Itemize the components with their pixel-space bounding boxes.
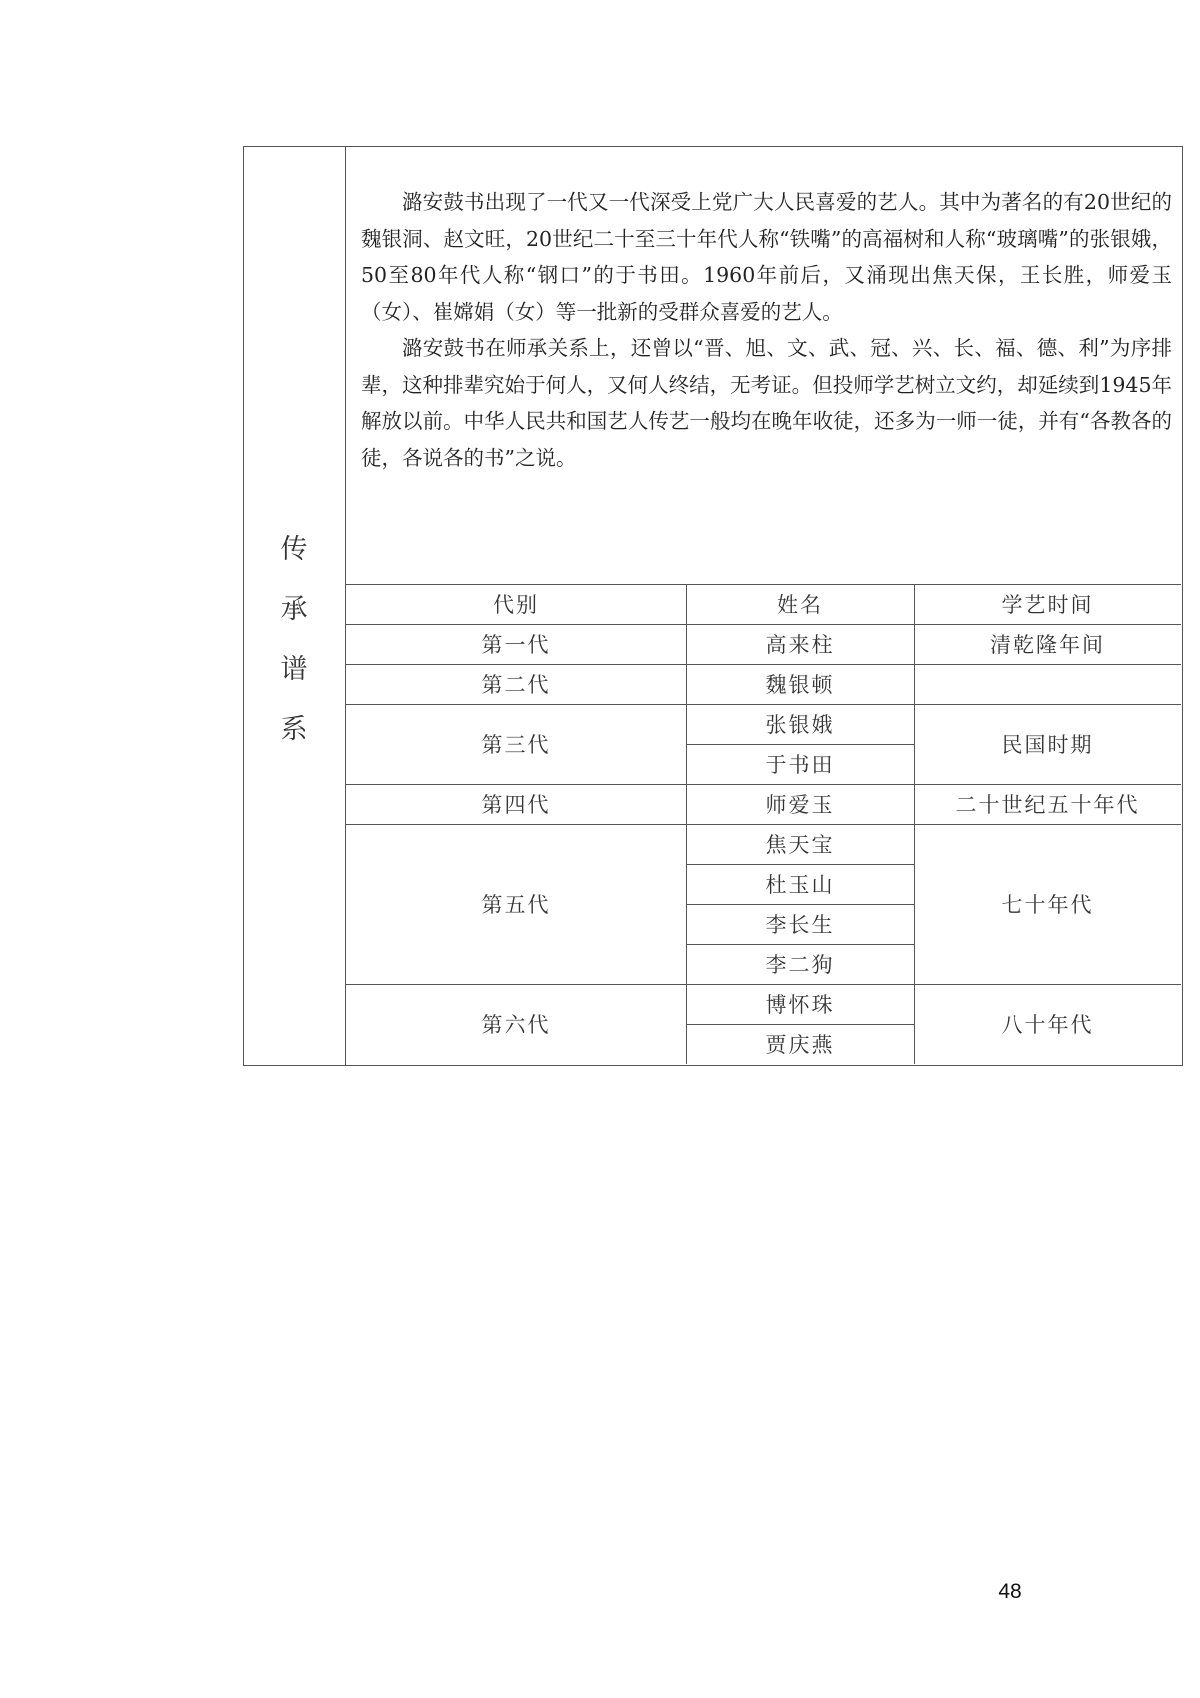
column-header: 学艺时间 (1001, 593, 1094, 617)
name-cell: 师爱玉 (765, 793, 835, 817)
generation-cell: 第六代 (481, 1013, 551, 1037)
generation-cell: 第一代 (481, 633, 551, 657)
name-cell: 于书田 (765, 753, 835, 777)
name-cell: 杜玉山 (765, 873, 835, 897)
table-rule (686, 584, 687, 1064)
name-cell: 李长生 (765, 913, 835, 937)
paragraph: 潞安鼓书出现了一代又一代深受上党广大人民喜爱的艺人。其中为著名的有20世纪的魏银洞、赵文旺，20世纪二十至三十年代人称“铁嘴”的高福树和人称“玻璃嘴”的张银娥，50至80年代人称“钢口”的于书田。1960年前后，又涌现出焦天保，王长胜，师爱玉（女）、崔嫦娟（女）等一批新的受群众喜爱的艺人。 (361, 190, 1172, 324)
name-cell: 高来柱 (765, 633, 835, 657)
generation-cell: 第三代 (481, 733, 551, 757)
name-cell: 焦天宝 (765, 833, 835, 857)
name-cell: 魏银顿 (765, 673, 835, 697)
name-cell: 张银娥 (765, 713, 835, 737)
side-label-char: 传 (280, 534, 308, 565)
generation-cell: 第二代 (481, 673, 551, 697)
lineage-text (361, 184, 1172, 476)
column-header: 代别 (493, 593, 539, 617)
side-label-char: 系 (280, 714, 308, 745)
period-cell: 清乾隆年间 (990, 633, 1105, 657)
period-cell: 八十年代 (1001, 1013, 1094, 1037)
side-label-column (244, 147, 346, 1065)
column-header: 姓名 (777, 593, 823, 617)
name-cell: 博怀珠 (765, 993, 835, 1017)
generation-cell: 第五代 (481, 893, 551, 917)
lineage-table (346, 584, 1182, 1065)
name-cell: 贾庆燕 (765, 1033, 835, 1057)
paragraph: 潞安鼓书在师承关系上，还曾以“晋、旭、文、武、冠、兴、长、福、德、利”为序排辈，这种排辈究始于何人，又何人终结，无考证。但投师学艺树立文约，却延续到1945年解放以前。中华人民共和国艺人传艺一般均在晚年收徒，还多为一师一徒，并有“各教各的徒，各说各的书”之说。 (361, 336, 1172, 470)
period-cell (914, 664, 1181, 704)
name-cell: 李二狗 (765, 953, 835, 977)
period-cell: 民国时期 (1001, 733, 1094, 757)
table-rule (914, 584, 915, 1064)
page-number: 48 (998, 1580, 1022, 1603)
period-cell: 二十世纪五十年代 (955, 793, 1140, 817)
heritage-form-frame (243, 146, 1183, 1066)
generation-cell: 第四代 (481, 793, 551, 817)
content-column (346, 147, 1182, 1065)
period-cell: 七十年代 (1001, 893, 1094, 917)
side-label-char: 谱 (280, 654, 308, 685)
side-label-char: 承 (280, 594, 308, 625)
